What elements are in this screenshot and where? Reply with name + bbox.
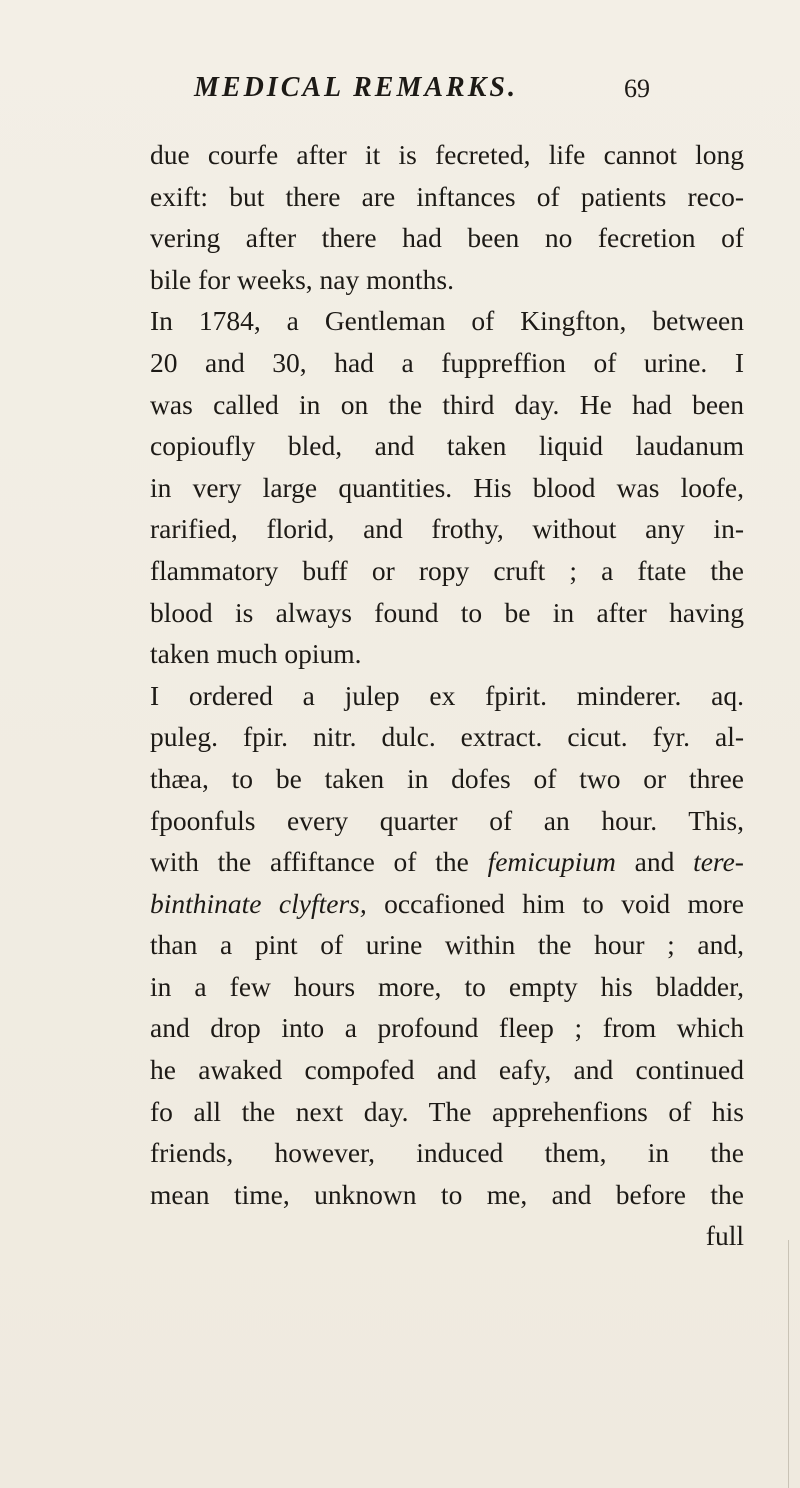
catchword: full <box>705 1220 744 1252</box>
text-line: rarified, florid, and frothy, without any in- <box>150 513 744 545</box>
text-line: vering after there had been no fecretion of <box>150 222 744 254</box>
text-line: than a pint of urine within the hour ; and, <box>150 929 744 961</box>
text-line: blood is always found to be in after having <box>150 596 744 628</box>
text-line: in very large quantities. His blood was loofe, <box>150 471 744 503</box>
text-line <box>150 883 744 925</box>
body-text <box>150 134 744 1257</box>
italic-term: tere- <box>693 846 744 878</box>
text-line: thæa, to be taken in dofes of two or three <box>150 762 744 794</box>
text-line: bile for weeks, nay months. <box>150 263 454 295</box>
text-line: he awaked compofed and eafy, and continued <box>150 1054 744 1086</box>
running-head-title: MEDICAL REMARKS. <box>194 72 518 103</box>
text-line: and drop into a profound fleep ; from which <box>150 1012 744 1044</box>
text-line: due courfe after it is fecreted, life cannot long <box>150 139 744 170</box>
text-line: friends, however, induced them, in the <box>150 1137 744 1169</box>
text-line: flammatory buff or ropy cruft ; a ftate the <box>150 554 744 586</box>
text-run: occafioned him to void more <box>366 887 744 919</box>
text-line: mean time, unknown to me, and before the <box>150 1178 744 1210</box>
text-line: was called in on the third day. He had been <box>150 388 744 420</box>
text-run: with the affiftance of the <box>150 846 488 878</box>
italic-term: binthinate clyfters, <box>150 887 367 919</box>
page-number: 69 <box>624 74 650 103</box>
text-line: fo all the next day. The apprehenfions of his <box>150 1095 744 1127</box>
italic-term: femicupium <box>487 846 616 878</box>
text-line: 20 and 30, had a fuppreffion of urine. I <box>150 346 744 378</box>
text-run: and <box>615 846 694 878</box>
text-line: I ordered a julep ex fpirit. minderer. aq. <box>150 679 744 711</box>
text-line <box>150 841 744 883</box>
text-line: in a few hours more, to empty his bladder, <box>150 970 744 1002</box>
text-line: In 1784, a Gentleman of Kingfton, between <box>150 305 744 337</box>
text-line: copioufly bled, and taken liquid laudanum <box>150 430 744 462</box>
text-line: puleg. fpir. nitr. dulc. extract. cicut. fyr. al- <box>150 721 744 753</box>
text-line: exift: but there are inftances of patients reco- <box>150 180 744 212</box>
page-edge-line <box>788 1240 789 1488</box>
running-head <box>0 72 800 112</box>
text-line: taken much opium. <box>150 638 362 670</box>
text-line: fpoonfuls every quarter of an hour. This, <box>150 804 744 836</box>
